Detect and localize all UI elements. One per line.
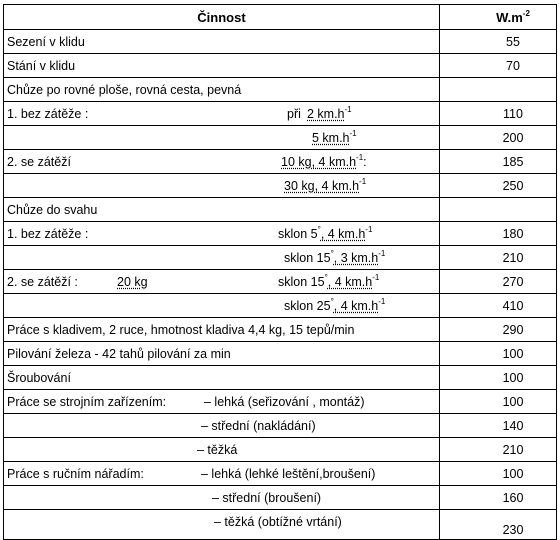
activity-label: Pilování železa - 42 tahů pilování za min [7,346,231,361]
slope-text: sklon 15 [284,250,331,265]
value-cell: 290 [440,318,557,342]
category-text: – těžká (obtížné vrtání) [214,514,342,529]
value-cell: 200 [440,126,557,150]
activity-cell [4,294,440,318]
value-cell [440,198,557,222]
activity-cell [4,246,440,270]
condition-text [312,128,357,145]
activity-cell [4,438,440,462]
value-cell: 185 [440,150,557,174]
metabolic-rate-table [3,4,557,540]
header-row [4,5,557,30]
activity-cell [4,30,440,54]
activity-cell [4,102,440,126]
table-row [4,174,557,198]
condition-text [278,224,373,241]
speed-text: 5 km.h [312,130,350,145]
activity-label: Práce se strojním zařízením: [7,394,167,409]
table-row [4,366,557,390]
value-cell: 230 [440,510,557,540]
speed-text: , 3 km.h [333,250,379,265]
table-row [4,462,557,486]
unit-exponent: -1 [356,152,364,162]
value-cell: 410 [440,294,557,318]
table-row [4,270,557,294]
header-unit-exponent: -2 [522,8,530,18]
value-cell: 100 [440,342,557,366]
condition-text [281,152,367,169]
activity-cell [4,414,440,438]
activity-label: 1. bez zátěže : [7,226,89,241]
condition-text [307,104,352,121]
value-cell: 100 [440,462,557,486]
degree-sign: ° [330,296,334,306]
unit-exponent: -1 [378,296,386,306]
value-cell: 210 [440,246,557,270]
colon-text: : [363,154,367,169]
slope-text: sklon 5 [278,226,318,241]
table-row [4,510,557,540]
slope-text: sklon 15 [278,274,325,289]
activity-label: 1. bez zátěže : [7,106,89,121]
activity-cell [4,222,440,246]
value-cell: 110 [440,102,557,126]
value-cell: 100 [440,366,557,390]
table-row [4,198,557,222]
load-speed-text: 30 kg, 4 km.h [284,178,360,193]
table-row [4,222,557,246]
unit-exponent: -1 [378,248,386,258]
activity-cell [4,198,440,222]
category-text: – těžká [197,442,238,457]
table-row [4,486,557,510]
load-text: 20 kg [117,274,148,289]
table-row [4,342,557,366]
category-text: – lehká (lehké leštění,broušení) [201,466,376,481]
activity-cell [4,78,440,102]
activity-cell [4,390,440,414]
category-text: – střední (nakládání) [201,418,316,433]
table-row [4,390,557,414]
unit-exponent: -1 [344,104,352,114]
header-activity: Činnost [4,5,440,30]
activity-cell [4,342,440,366]
speed-text: 2 km.h [307,106,345,121]
value-cell: 100 [440,390,557,414]
activity-cell [4,462,440,486]
table-row [4,318,557,342]
activity-cell [4,318,440,342]
slope-text: sklon 25 [284,298,331,313]
value-cell: 55 [440,30,557,54]
speed-text: , 4 km.h [327,274,373,289]
degree-sign: ° [317,224,321,234]
unit-exponent: -1 [359,176,367,186]
condition-text [284,296,386,313]
condition-prefix: při [287,106,301,121]
table-row [4,246,557,270]
table-row [4,78,557,102]
value-cell: 70 [440,54,557,78]
activity-cell [4,150,440,174]
activity-label: Práce s ručním nářadím: [7,466,144,481]
condition-text [284,176,367,193]
table-row [4,126,557,150]
value-cell: 250 [440,174,557,198]
degree-sign: ° [330,248,334,258]
table-row [4,150,557,174]
value-cell: 270 [440,270,557,294]
table-row [4,438,557,462]
header-unit-text: W.m [496,9,523,25]
value-cell: 140 [440,414,557,438]
header-unit [440,5,557,30]
activity-cell [4,486,440,510]
condition-text [278,272,380,289]
activity-label: Stání v klidu [7,58,76,73]
activity-label: Šroubování [7,370,71,385]
value-cell: 210 [440,438,557,462]
unit-exponent: -1 [349,128,357,138]
activity-label: 2. se zátěží [7,154,71,169]
activity-cell [4,366,440,390]
activity-label: 2. se zátěží : [7,274,78,289]
activity-label: Práce s kladivem, 2 ruce, hmotnost kladiva 4,4 kg, 15 tepů/min [7,322,355,337]
speed-text: , 4 km.h [333,298,379,313]
category-text: – střední (broušení) [212,490,322,505]
activity-cell [4,54,440,78]
unit-exponent: -1 [365,224,373,234]
activity-cell [4,510,440,540]
table-row [4,30,557,54]
table-row [4,294,557,318]
activity-label: Chůze do svahu [7,202,98,217]
unit-exponent: -1 [372,272,380,282]
degree-sign: ° [324,272,328,282]
activity-label: Sezení v klidu [7,34,85,49]
activity-cell [4,270,440,294]
activity-cell [4,174,440,198]
activity-label: Chůze po rovné ploše, rovná cesta, pevná [7,82,242,97]
table-row [4,54,557,78]
value-cell [440,78,557,102]
category-text: – lehká (seřizování , montáž) [204,394,365,409]
table-row [4,102,557,126]
speed-text: , 4 km.h [320,226,366,241]
table-row [4,414,557,438]
value-cell: 180 [440,222,557,246]
value-cell: 160 [440,486,557,510]
activity-cell [4,126,440,150]
load-speed-text: 10 kg, 4 km.h [281,154,357,169]
condition-text [284,248,386,265]
